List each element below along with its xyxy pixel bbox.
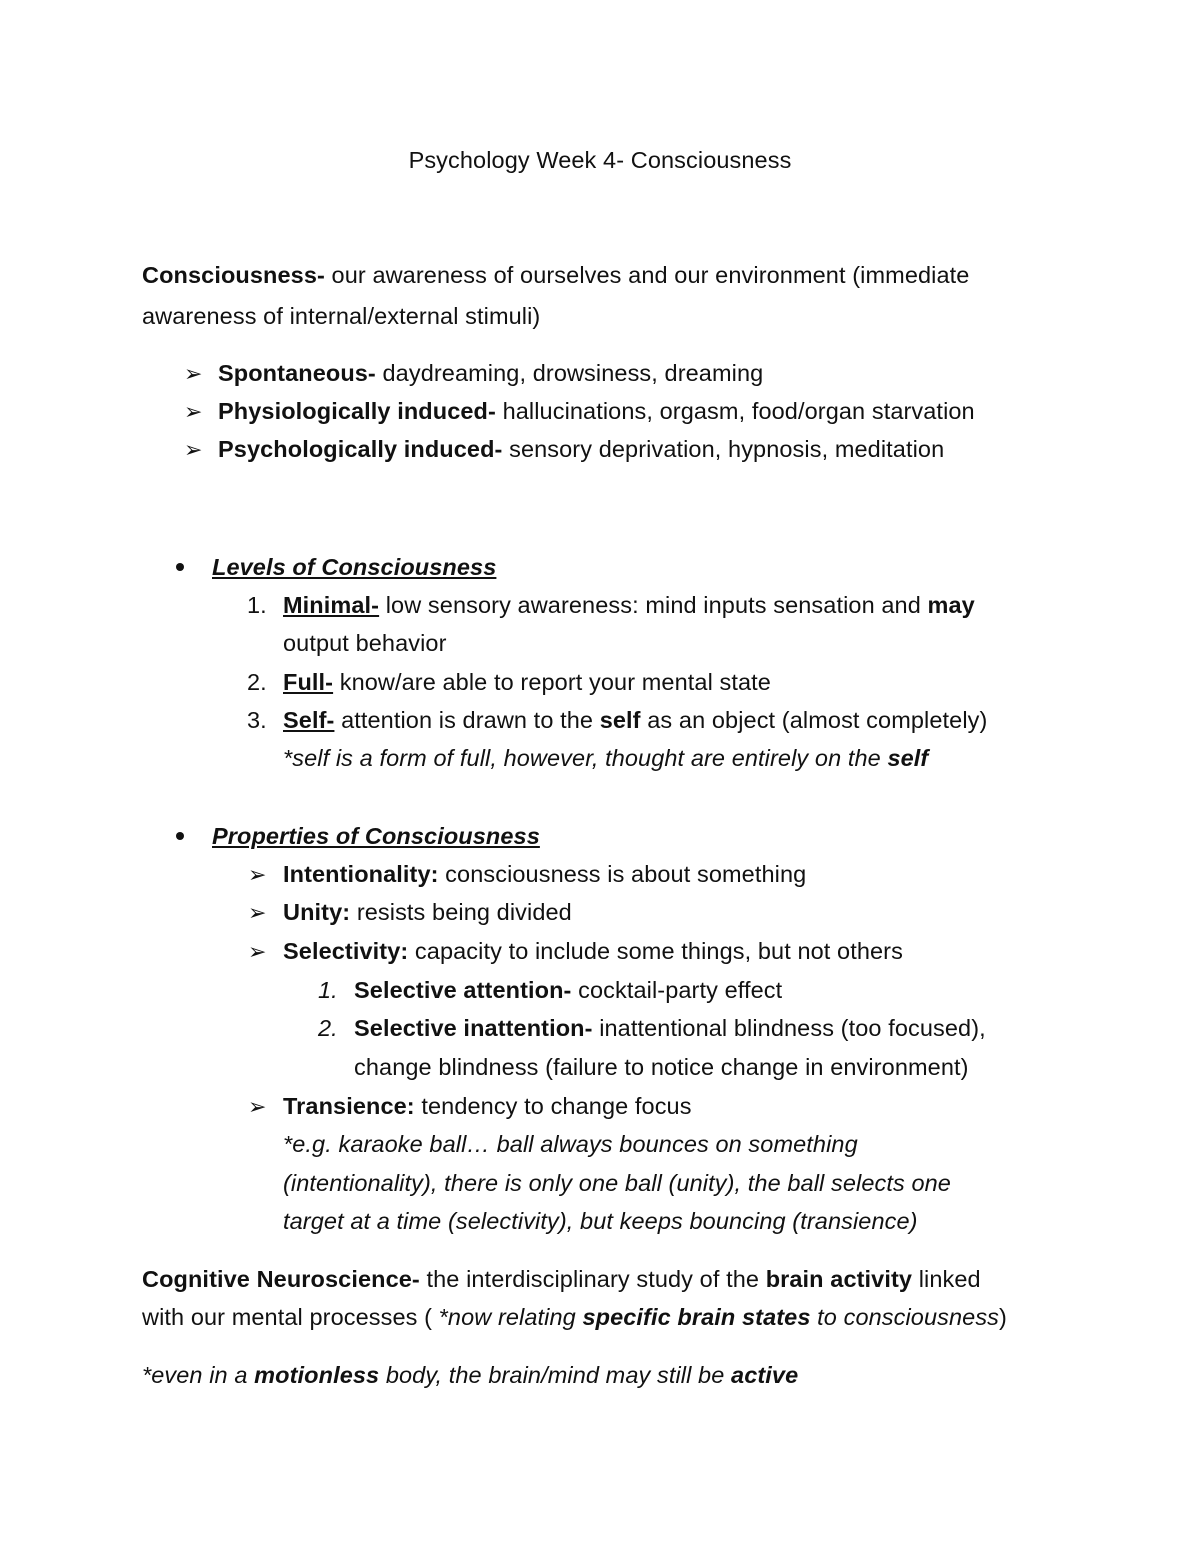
example-line [283,1129,858,1159]
level-bold: self [599,707,641,733]
list-number: 2. [247,669,267,695]
closing-bold: active [731,1362,799,1388]
definition-text: our awareness of ourselves and our environment (immediate [324,262,970,288]
neuro-text: the interdisciplinary study of the [419,1266,766,1292]
arrow-bullet-icon: ➢ [184,361,203,386]
sub-term: Selective inattention- [354,1015,593,1041]
list-number [318,1013,338,1043]
level-note-bold: self [887,745,929,771]
property-item [283,1091,692,1121]
bullet-dot-icon [176,563,184,571]
property-term: Intentionality: [283,861,439,887]
bullet-dot-icon [176,832,184,840]
neuro-text: with our mental processes ( [142,1304,439,1330]
neuro-line-2 [142,1302,1007,1332]
property-text: consciousness is about something [438,861,807,887]
closing-text: body, the brain/mind may still be [379,1362,732,1388]
type-term: Spontaneous- [218,360,376,386]
arrow-bullet-icon: ➢ [248,1094,267,1119]
type-item [218,434,944,464]
level-bold: may [927,592,975,618]
example-line [283,1206,918,1236]
neuro-italic: to consciousness [810,1304,1000,1330]
properties-heading [212,821,540,851]
neuro-bold-italic: specific brain states [582,1304,811,1330]
type-item [218,396,975,426]
list-number: 3. [247,707,267,733]
level-term: Self- [283,707,335,733]
neuro-italic: *now relating [438,1304,583,1330]
type-text: hallucinations, orgasm, food/organ starvation [495,398,975,424]
level-term: Minimal- [283,592,380,618]
property-item [283,859,806,889]
property-term: Selectivity: [283,938,409,964]
list-number [318,975,338,1005]
arrow-bullet-icon: ➢ [184,437,203,462]
definition-line-1 [142,260,969,290]
arrow-bullet-icon: ➢ [248,900,267,925]
level-item [283,590,975,620]
arrow-bullet-icon: ➢ [248,939,267,964]
page-title: Psychology Week 4- Consciousness [408,147,792,173]
sub-number: 1. [318,977,338,1003]
properties-heading-text: Properties of Consciousness [212,823,540,849]
selectivity-sub-item [354,1013,986,1043]
definition-term: Consciousness- [142,262,325,288]
sub-text: inattentional blindness (too focused), [592,1015,986,1041]
closing-note [142,1360,798,1390]
property-text: tendency to change focus [414,1093,692,1119]
neuro-line-1 [142,1264,981,1294]
sub-text: cocktail-party effect [571,977,783,1003]
level-item-line-2: output behavior [283,630,447,656]
level-note [283,743,928,773]
property-text: capacity to include some things, but not others [408,938,903,964]
selectivity-sub-item [354,975,782,1005]
type-term: Physiologically induced- [218,398,496,424]
type-text: daydreaming, drowsiness, dreaming [375,360,764,386]
level-item [283,705,987,735]
selectivity-sub-item-line-2: change blindness (failure to notice change in environment) [354,1054,969,1080]
neuro-bold: brain activity [765,1266,913,1292]
type-term: Psychologically induced- [218,436,503,462]
property-item [283,936,903,966]
level-text: low sensory awareness: mind inputs sensation and [379,592,928,618]
closing-text: *even in a [142,1362,255,1388]
levels-heading-text: Levels of Consciousness [212,554,497,580]
property-term: Transience: [283,1093,415,1119]
level-text: know/are able to report your mental state [333,669,771,695]
arrow-bullet-icon: ➢ [248,862,267,887]
levels-heading [212,552,496,582]
sub-term: Selective attention- [354,977,572,1003]
type-item [218,358,763,388]
level-item [283,667,771,697]
level-term: Full- [283,669,334,695]
type-text: sensory deprivation, hypnosis, meditation [502,436,945,462]
level-text: as an object (almost completely) [640,707,988,733]
closing-bold: motionless [254,1362,380,1388]
property-item [283,897,572,927]
neuro-term: Cognitive Neuroscience- [142,1266,420,1292]
example-text: *e.g. karaoke ball… ball always bounces on something [283,1131,858,1157]
example-text: target at a time (selectivity), but keeps bouncing (transience) [283,1208,918,1234]
level-text: attention is drawn to the [334,707,600,733]
definition-line-2: awareness of internal/external stimuli) [142,303,541,329]
level-note-text: *self is a form of full, however, thought are entirely on the [283,745,888,771]
example-line [283,1168,951,1198]
property-term: Unity: [283,899,351,925]
sub-number: 2. [318,1015,338,1041]
neuro-text: ) [999,1304,1007,1330]
neuro-text: linked [912,1266,981,1292]
arrow-bullet-icon: ➢ [184,399,203,424]
example-text: (intentionality), there is only one ball (unity), the ball selects one [283,1170,951,1196]
property-text: resists being divided [350,899,572,925]
list-number: 1. [247,592,267,618]
